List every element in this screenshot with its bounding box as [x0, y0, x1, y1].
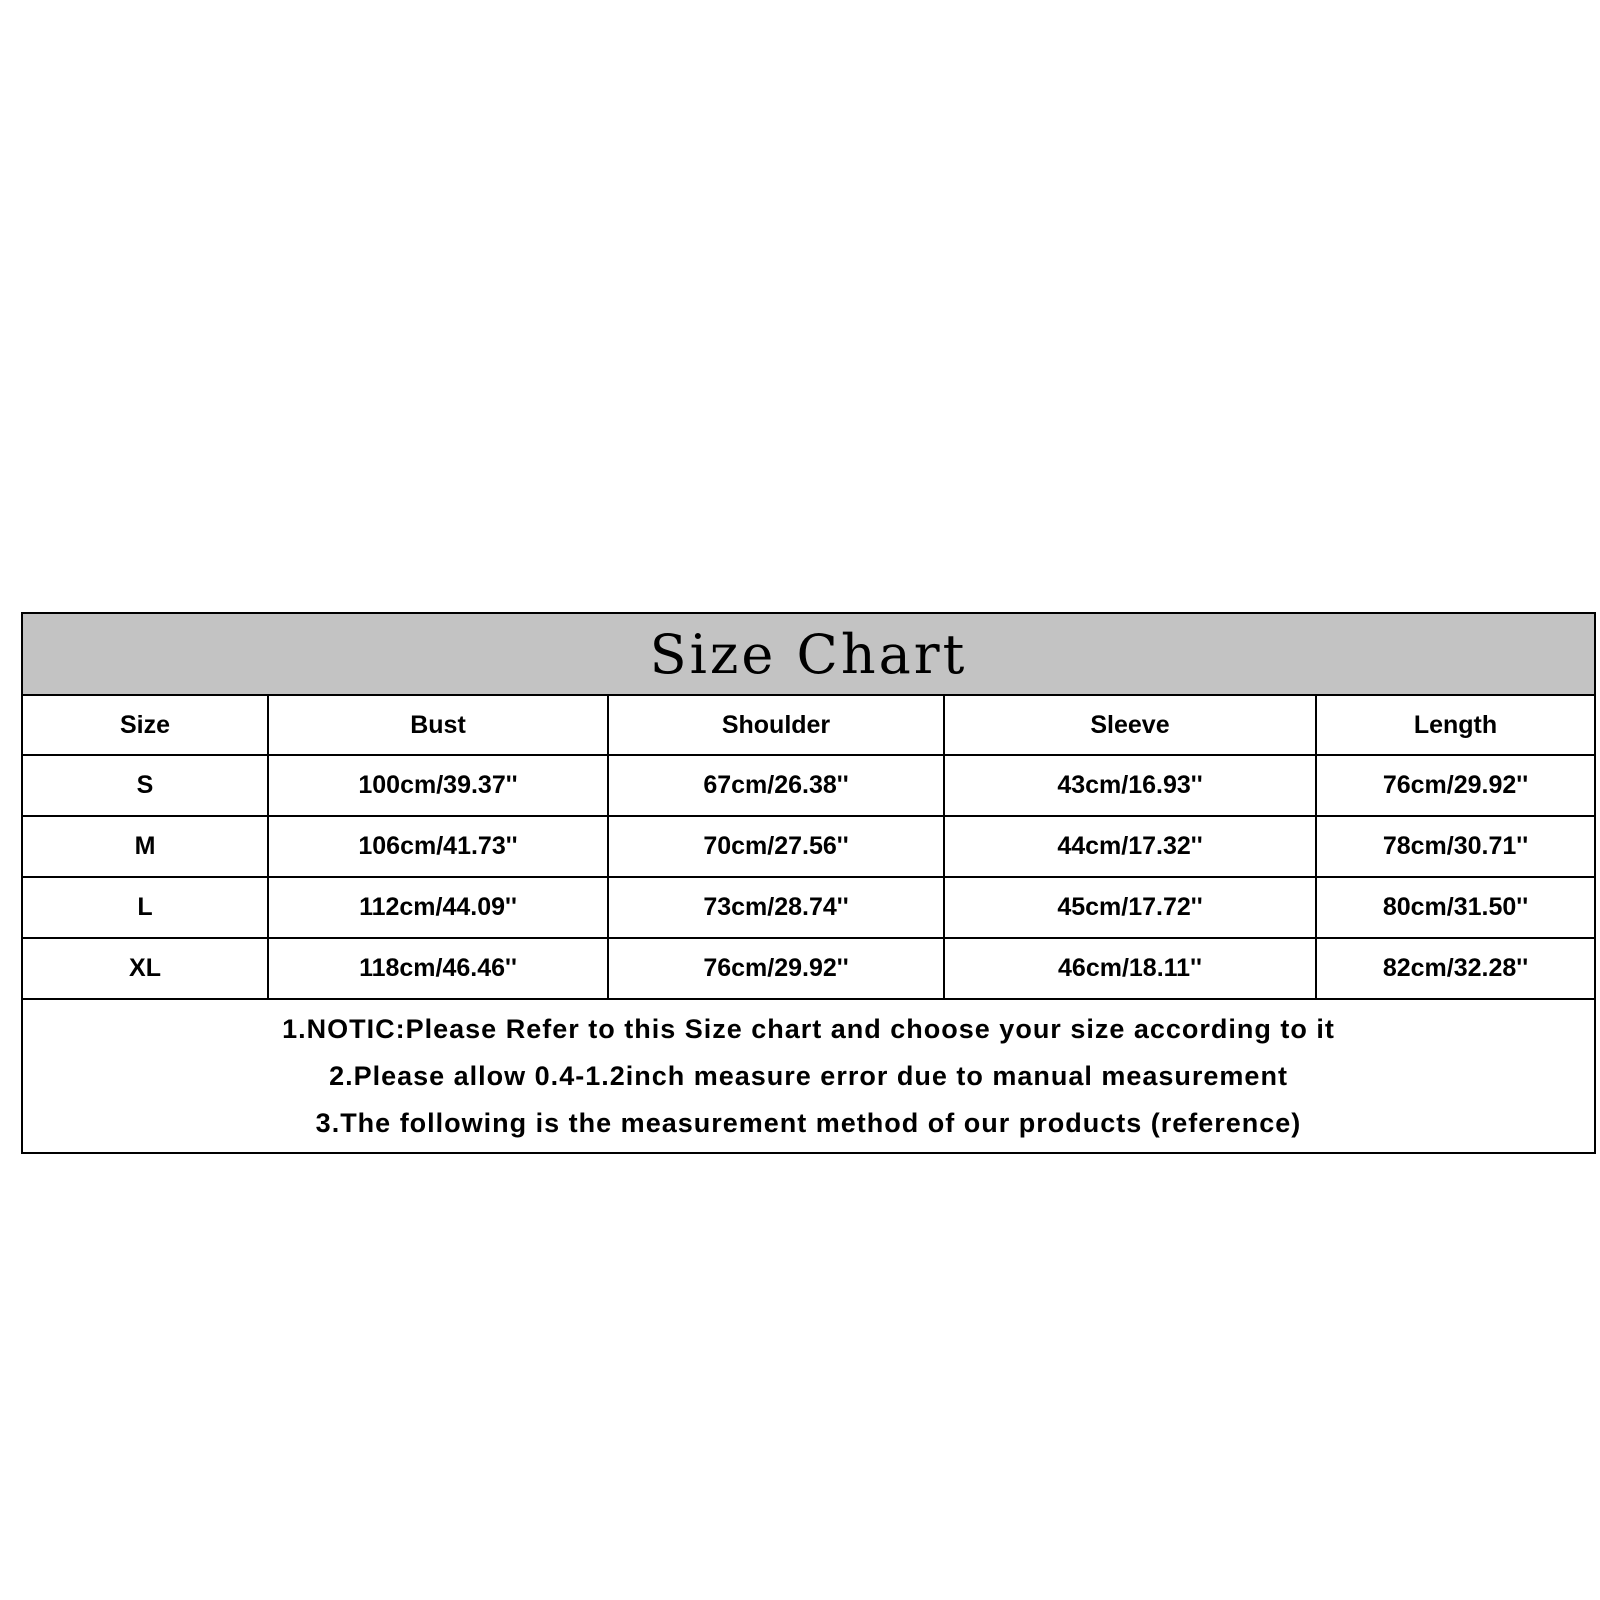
header-size: Size: [23, 696, 268, 755]
size-chart: [21, 612, 1596, 1154]
cell-length: 78cm/30.71'': [1316, 816, 1594, 877]
note-line-2: 2.Please allow 0.4-1.2inch measure error due to manual measurement: [329, 1061, 1288, 1091]
cell-size: L: [23, 877, 268, 938]
table-header-row: [23, 696, 1594, 755]
table-row: [23, 755, 1594, 816]
cell-bust: 100cm/39.37'': [268, 755, 608, 816]
cell-bust: 118cm/46.46'': [268, 938, 608, 999]
cell-size: XL: [23, 938, 268, 999]
chart-title: Size Chart: [23, 614, 1594, 696]
table-row: [23, 816, 1594, 877]
cell-shoulder: 73cm/28.74'': [608, 877, 944, 938]
cell-shoulder: 70cm/27.56'': [608, 816, 944, 877]
cell-shoulder: 76cm/29.92'': [608, 938, 944, 999]
cell-sleeve: 46cm/18.11'': [944, 938, 1316, 999]
header-bust: Bust: [268, 696, 608, 755]
cell-sleeve: 43cm/16.93'': [944, 755, 1316, 816]
size-table: [23, 696, 1594, 1000]
cell-bust: 112cm/44.09'': [268, 877, 608, 938]
cell-length: 76cm/29.92'': [1316, 755, 1594, 816]
header-length: Length: [1316, 696, 1594, 755]
notes-section: [23, 1000, 1594, 1147]
cell-size: S: [23, 755, 268, 816]
note-line-3: 3.The following is the measurement method of our products (reference): [315, 1108, 1302, 1138]
cell-length: 82cm/32.28'': [1316, 938, 1594, 999]
cell-size: M: [23, 816, 268, 877]
cell-shoulder: 67cm/26.38'': [608, 755, 944, 816]
cell-sleeve: 45cm/17.72'': [944, 877, 1316, 938]
cell-sleeve: 44cm/17.32'': [944, 816, 1316, 877]
cell-length: 80cm/31.50'': [1316, 877, 1594, 938]
header-sleeve: Sleeve: [944, 696, 1316, 755]
table-row: [23, 877, 1594, 938]
table-row: [23, 938, 1594, 999]
cell-bust: 106cm/41.73'': [268, 816, 608, 877]
header-shoulder: Shoulder: [608, 696, 944, 755]
note-line-1: 1.NOTIC:Please Refer to this Size chart and choose your size according to it: [282, 1014, 1335, 1044]
